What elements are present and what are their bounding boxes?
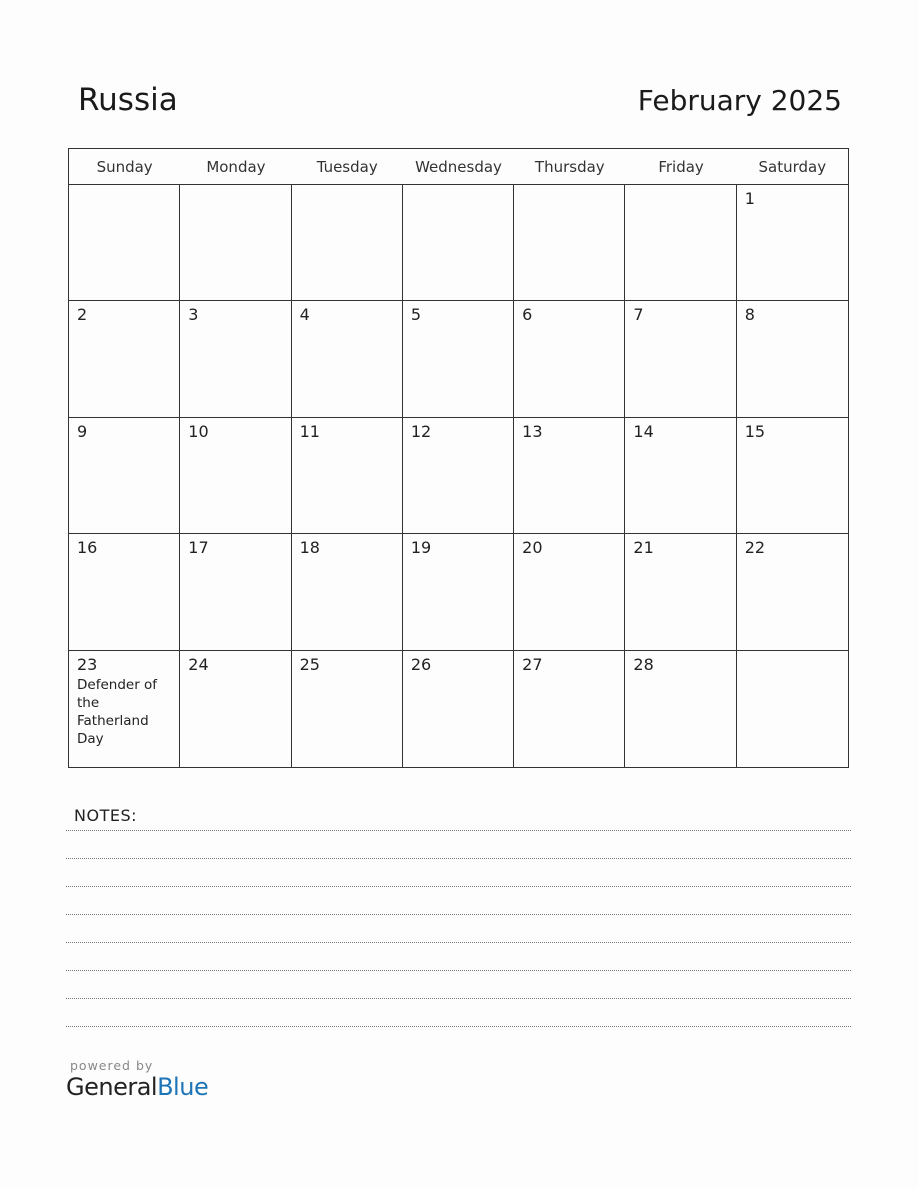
day-cell[interactable] — [403, 301, 514, 417]
day-cell[interactable] — [737, 651, 848, 767]
day-number: 26 — [410, 654, 432, 674]
day-cell[interactable] — [69, 418, 180, 534]
day-cell[interactable] — [69, 651, 180, 767]
day-number: 2 — [77, 305, 88, 325]
day-number: 23 — [77, 654, 98, 674]
notes-line — [66, 858, 851, 859]
weekday-header: Saturday — [737, 149, 848, 185]
day-number: 27 — [522, 654, 543, 674]
weekday-header: Thursday — [514, 149, 625, 185]
day-cell[interactable] — [180, 185, 291, 301]
weekday-header: Monday — [180, 149, 291, 185]
day-number: 5 — [410, 305, 422, 325]
day-number: 28 — [633, 654, 654, 674]
day-number: 14 — [633, 421, 654, 441]
day-number: 9 — [77, 421, 88, 441]
day-cell[interactable] — [625, 301, 736, 417]
weekday-header: Sunday — [69, 149, 180, 185]
day-number: 7 — [633, 305, 644, 325]
day-cell[interactable] — [69, 301, 180, 417]
notes-line — [66, 942, 851, 943]
day-number: 25 — [299, 654, 320, 674]
day-number: 12 — [410, 421, 432, 441]
brand-blue: Blue — [157, 1073, 209, 1101]
day-cell[interactable] — [292, 301, 403, 417]
notes-line — [66, 914, 851, 915]
day-number: 11 — [299, 421, 320, 441]
notes-label: NOTES: — [74, 806, 137, 825]
day-cell[interactable] — [514, 651, 625, 767]
weekday-header: Wednesday — [403, 149, 514, 185]
day-cell[interactable] — [180, 301, 291, 417]
notes-line — [66, 998, 851, 999]
day-number: 17 — [188, 538, 209, 558]
day-cell[interactable] — [403, 534, 514, 650]
day-cell[interactable] — [403, 185, 514, 301]
day-cell[interactable] — [737, 534, 848, 650]
day-cell[interactable] — [514, 534, 625, 650]
day-cell[interactable] — [625, 534, 736, 650]
notes-line — [66, 886, 851, 887]
day-cell[interactable] — [625, 651, 736, 767]
day-number: 16 — [77, 538, 98, 558]
day-number: 8 — [744, 305, 755, 325]
notes-line — [66, 970, 851, 971]
day-number: 20 — [522, 538, 543, 558]
day-number: 1 — [744, 189, 755, 208]
weekday-header: Tuesday — [292, 149, 403, 185]
day-cell[interactable] — [514, 418, 625, 534]
day-cell[interactable] — [403, 418, 514, 534]
day-cell[interactable] — [625, 185, 736, 301]
day-cell[interactable] — [292, 534, 403, 650]
day-number: 15 — [744, 421, 766, 441]
day-number: 6 — [522, 305, 533, 325]
day-number: 19 — [410, 538, 432, 558]
day-cell[interactable] — [625, 418, 736, 534]
day-number: 22 — [744, 538, 766, 558]
day-cell[interactable] — [737, 418, 848, 534]
day-cell[interactable] — [69, 185, 180, 301]
day-cell[interactable] — [180, 651, 291, 767]
day-cell[interactable] — [737, 301, 848, 417]
day-number: 21 — [633, 538, 654, 558]
powered-by-text: powered by — [70, 1058, 154, 1073]
calendar-grid — [68, 148, 849, 768]
day-cell[interactable] — [292, 185, 403, 301]
brand-general: General — [66, 1073, 158, 1101]
day-number: 24 — [188, 654, 209, 674]
day-cell[interactable] — [69, 534, 180, 650]
day-cell[interactable] — [514, 185, 625, 301]
day-cell[interactable] — [292, 418, 403, 534]
day-cell[interactable] — [180, 418, 291, 534]
day-number: 10 — [188, 421, 209, 441]
day-cell[interactable] — [737, 185, 848, 301]
country-title: Russia — [78, 82, 178, 118]
day-cell[interactable] — [292, 651, 403, 767]
month-year-title: February 2025 — [637, 84, 842, 117]
day-cell[interactable] — [514, 301, 625, 417]
notes-line — [66, 830, 851, 831]
day-number: 13 — [522, 421, 543, 441]
day-cell[interactable] — [403, 651, 514, 767]
day-number: 4 — [299, 305, 310, 325]
generalblue-logo[interactable] — [66, 1073, 208, 1101]
holiday-label: Defender of the Fatherland Day — [77, 676, 158, 747]
notes-line — [66, 1026, 851, 1027]
day-number: 18 — [299, 538, 320, 558]
weekday-header: Friday — [625, 149, 736, 185]
day-number: 3 — [188, 305, 199, 325]
day-cell[interactable] — [180, 534, 291, 650]
